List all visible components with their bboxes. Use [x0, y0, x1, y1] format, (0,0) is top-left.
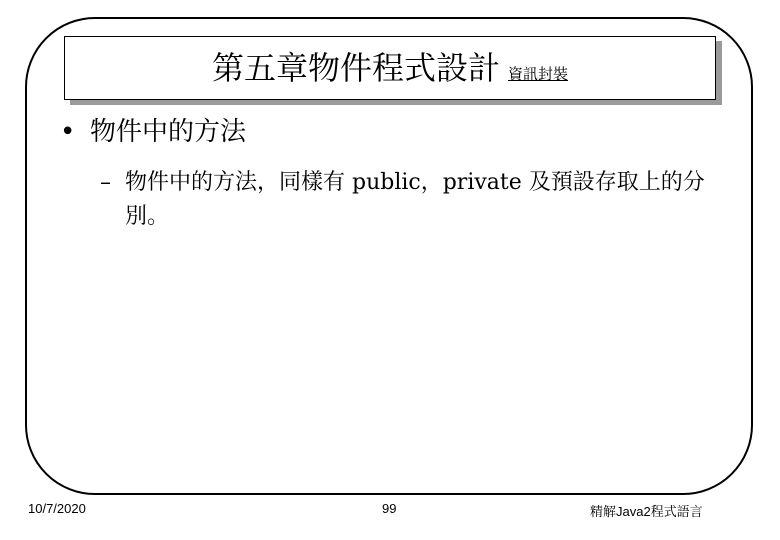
footer-book-title: 精解Java2程式語言 — [590, 504, 703, 519]
bullet-text: 物件中的方法 — [90, 117, 247, 147]
sub-bullet-text: 物件中的方法，同樣有 public，private 及預設存取上的分別。 — [125, 170, 705, 229]
slide-title: 第五章物件程式設計 — [211, 49, 500, 87]
slide-subtitle-link[interactable]: 資訊封裝 — [508, 64, 569, 83]
footer-page-number: 99 — [382, 501, 397, 516]
title-box — [64, 36, 716, 100]
footer-date: 10/7/2020 — [28, 501, 86, 516]
sub-bullet-marker: – — [100, 170, 111, 195]
bullet-level-1 — [60, 117, 246, 148]
bullet-level-2 — [100, 166, 720, 234]
bullet-marker: • — [60, 117, 76, 147]
